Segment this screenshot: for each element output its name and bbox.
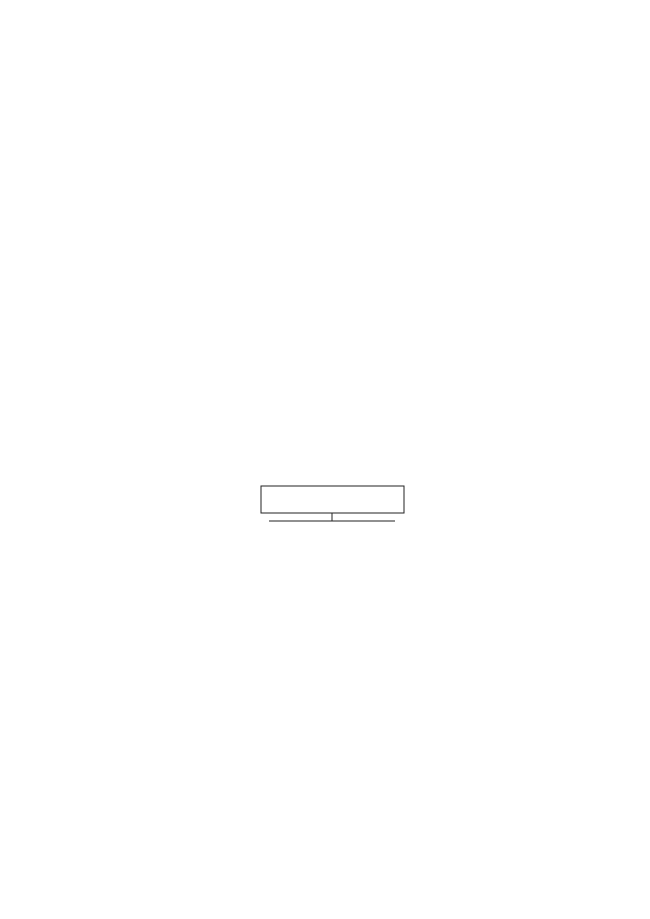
root-node-box xyxy=(261,486,404,513)
